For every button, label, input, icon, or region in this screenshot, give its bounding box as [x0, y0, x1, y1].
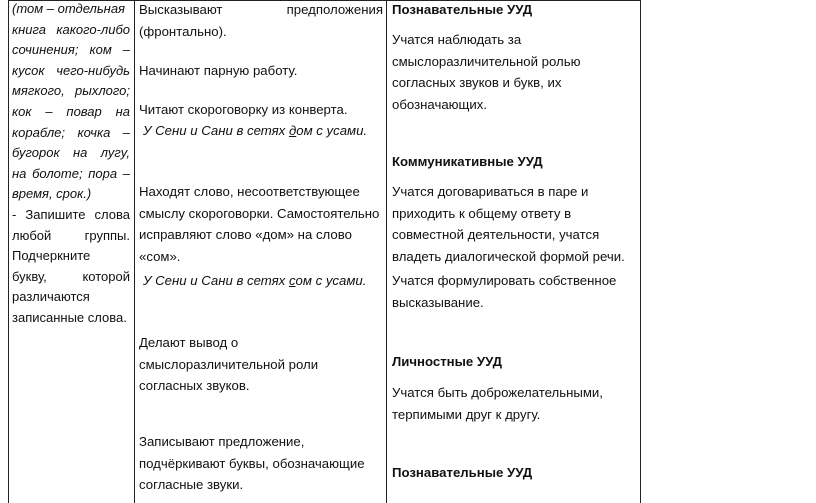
activity-pair-work: Начинают парную работу.: [139, 63, 298, 78]
text-line: исправляют слово «дом» на слово: [139, 227, 352, 242]
text-line: бугорок на лугу,: [12, 145, 130, 161]
column-divider-2: [386, 0, 387, 503]
personal-uud-text: [392, 382, 603, 425]
heading-personal-uud: Личностные УУД: [392, 354, 503, 369]
text-line: записанные слова.: [12, 309, 127, 325]
line-text: У Сени и Сани в сетях: [143, 273, 289, 288]
text-line: обозначающих.: [392, 96, 488, 112]
text-line: книга какого-либо: [12, 21, 130, 37]
text-line: любой группы.: [12, 227, 130, 243]
text-line: согласных звуков и букв, их: [392, 75, 562, 90]
text-line: (фронтально).: [139, 23, 227, 39]
text-line: букву, которой: [12, 268, 130, 284]
text-line: Учатся формулировать собственное: [392, 273, 617, 288]
text-line: смыслоразличительной роли: [139, 356, 319, 372]
text-line: смыслу скороговорки. Самостоятельно: [139, 205, 380, 221]
communicative-uud-text-2: [392, 270, 616, 313]
activity-write-sentence: [139, 431, 365, 496]
text-line: время, срок.): [12, 186, 92, 202]
text-line: [139, 0, 383, 21]
text-line: «сом».: [139, 248, 181, 264]
text-line: согласных звуков.: [139, 378, 250, 393]
text-line: кусок чего-нибудь: [12, 62, 130, 78]
text-line: Находят слово, несоответствующее: [139, 184, 360, 199]
tongue-twister-original: [143, 120, 367, 142]
word-meanings: [12, 0, 130, 205]
line-text: предположения: [286, 2, 383, 17]
activity-hypotheses: [139, 0, 383, 42]
line-text: ом с усами.: [296, 123, 368, 138]
text-line: высказывание.: [392, 294, 484, 310]
heading-cognitive-uud: Познавательные УУД: [392, 2, 533, 17]
text-line: смыслоразличительной ролью: [392, 53, 581, 69]
text-line: Учатся наблюдать за: [392, 32, 522, 47]
table-right-border: [640, 0, 641, 503]
cognitive-uud-text: [392, 29, 580, 115]
column-student-activity: [139, 0, 383, 503]
underlined-letter: д: [288, 123, 297, 138]
column-teacher-task: [12, 0, 130, 503]
line-text: (том – отдельная: [12, 1, 126, 16]
teacher-instruction: [12, 205, 130, 329]
communicative-uud-text: [392, 181, 625, 267]
heading-cognitive-uud-2: Познавательные УУД: [392, 465, 533, 480]
text-line: - Запишите слова: [12, 207, 130, 222]
line-text: У Сени и Сани в сетях: [143, 123, 289, 138]
activity-read-tongue-twister: Читают скороговорку из конверта.: [139, 102, 348, 117]
text-line: мягкого, рыхлого;: [12, 83, 130, 99]
text-line: корабле; кочка –: [12, 124, 130, 140]
text-line: согласные звуки.: [139, 477, 244, 492]
tongue-twister-corrected: [143, 270, 366, 292]
text-line: совместной деятельности, учатся: [392, 227, 600, 242]
column-uud: [392, 0, 638, 503]
text-line: Подчеркните: [12, 248, 91, 264]
line-text: Высказывают: [139, 2, 223, 17]
text-line: кок – повар на: [12, 103, 130, 119]
text-line: Учатся быть доброжелательными,: [392, 385, 603, 400]
text-line: Учатся договариваться в паре и: [392, 184, 589, 199]
line-text: ом с усами.: [295, 273, 367, 288]
text-line: различаются: [12, 289, 90, 305]
activity-conclusion: [139, 332, 318, 397]
text-line: Записывают предложение,: [139, 434, 305, 449]
underlined-letter: с: [288, 273, 296, 288]
text-line: терпимыми друг к другу.: [392, 406, 541, 422]
text-line: [12, 0, 130, 20]
column-divider-1: [134, 0, 135, 503]
table-left-border: [8, 0, 9, 503]
text-line: подчёркивают буквы, обозначающие: [139, 455, 365, 471]
activity-find-word: [139, 181, 379, 267]
text-line: приходить к общему ответу в: [392, 205, 572, 221]
text-line: владеть диалогической формой речи.: [392, 248, 625, 264]
text-line: сочинения; ком –: [12, 42, 130, 58]
text-line: на болоте; пора –: [12, 165, 130, 181]
heading-communicative-uud: Коммуникативные УУД: [392, 154, 543, 169]
text-line: Делают вывод о: [139, 335, 239, 350]
